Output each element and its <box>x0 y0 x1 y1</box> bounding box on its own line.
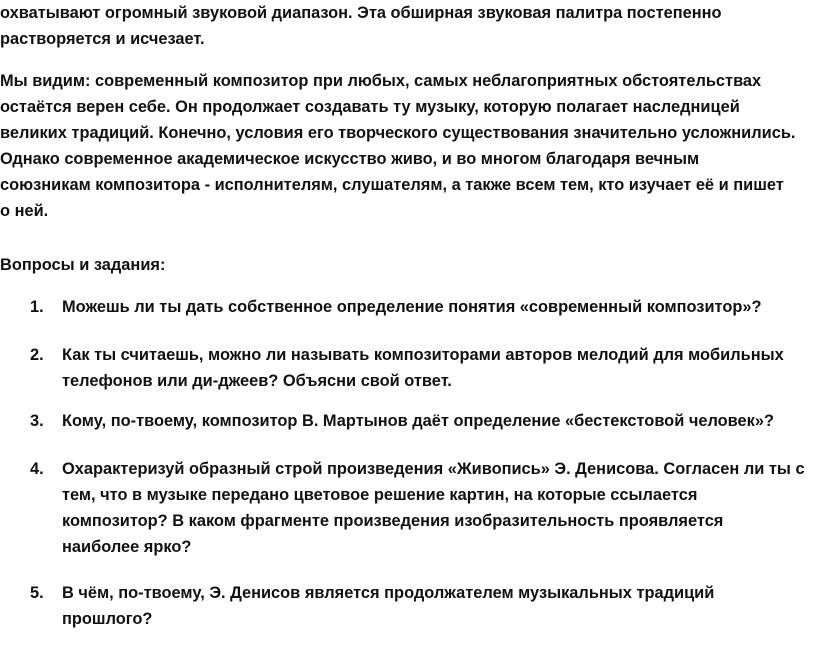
question-text <box>62 456 805 560</box>
question-line: наиболее ярко? <box>62 538 192 556</box>
question-number: 1. <box>30 298 44 316</box>
paragraph-line: растворяется и исчезает. <box>0 30 205 48</box>
question-number: 5. <box>30 584 44 602</box>
paragraph-1 <box>0 0 814 52</box>
question-number: 3. <box>30 412 44 430</box>
paragraph-line: Мы видим: современный композитор при любых, самых неблагоприятных обстоятельствах <box>0 72 762 90</box>
question-line: В чём, по-твоему, Э. Денисов является продолжателем музыкальных традиций <box>62 584 715 602</box>
question-number: 2. <box>30 346 44 364</box>
question-text <box>62 580 714 632</box>
paragraph-line: союзникам композитора - исполнителям, слушателям, а также всем тем, кто изучает её и пишет <box>0 176 784 194</box>
questions-heading: Вопросы и задания: <box>0 256 166 274</box>
question-line: Кому, по-твоему, композитор В. Мартынов даёт определение «бестекстовой человек»? <box>62 412 774 430</box>
paragraph-line: великих традиций. Конечно, условия его творческого существования значительно усложнились. <box>0 124 796 142</box>
question-line: композитор? В каком фрагменте произведения изобразительность проявляется <box>62 512 724 530</box>
question-text <box>62 342 784 394</box>
question-line: Можешь ли ты дать собственное определение понятия «современный композитор»? <box>62 298 762 316</box>
paragraph-line: остаётся верен себе. Он продолжает создавать ту музыку, которую полагает наследницей <box>0 98 740 116</box>
question-number: 4. <box>30 460 44 478</box>
question-text <box>62 294 762 320</box>
paragraph-line: о ней. <box>0 202 49 220</box>
question-line: телефонов или ди-джеев? Объясни свой ответ. <box>62 372 452 390</box>
paragraph-line: Однако современное академическое искусство живо, и во многом благодаря вечным <box>0 150 700 168</box>
question-line: Охарактеризуй образный строй произведения «Живопись» Э. Денисова. Согласен ли ты с <box>62 460 805 478</box>
question-text <box>62 408 774 434</box>
question-line: прошлого? <box>62 610 153 628</box>
paragraph-line: охватывают огромный звуковой диапазон. Эта обширная звуковая палитра постепенно <box>0 4 722 22</box>
question-line: Как ты считаешь, можно ли называть композиторами авторов мелодий для мобильных <box>62 346 784 364</box>
paragraph-2 <box>0 68 814 224</box>
question-line: тем, что в музыке передано цветовое решение картин, на которые ссылается <box>62 486 698 504</box>
